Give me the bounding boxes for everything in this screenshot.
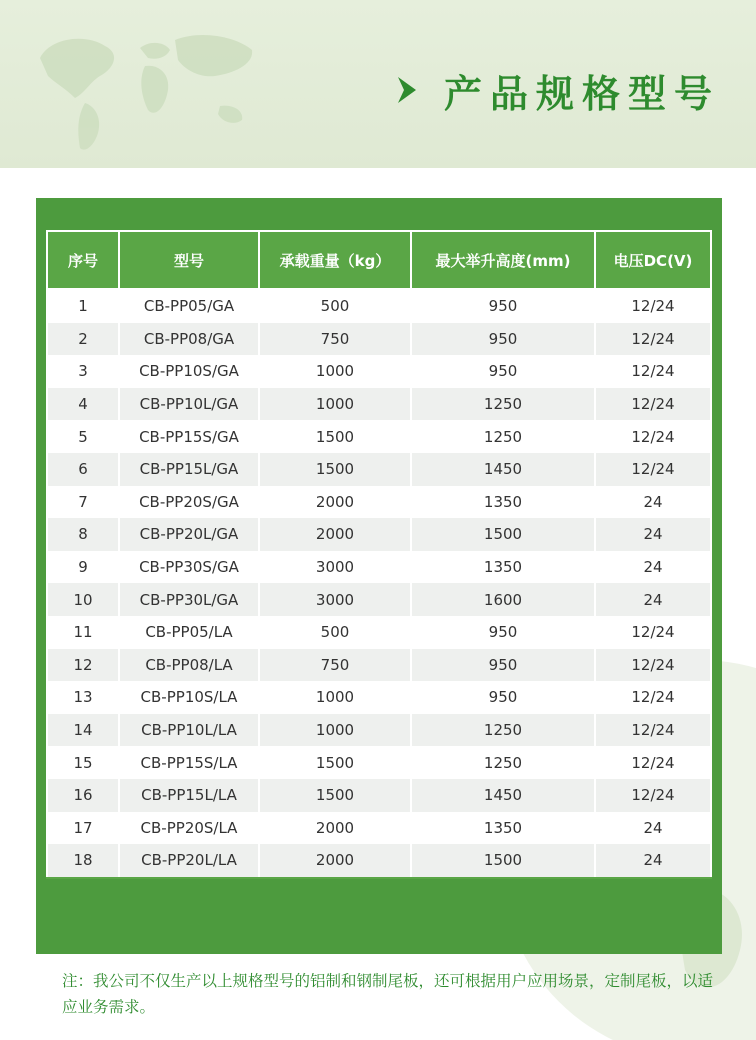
cell-height: 1250 — [411, 714, 595, 747]
cell-voltage: 12/24 — [595, 355, 711, 388]
header-index: 序号 — [47, 231, 119, 289]
cell-model: CB-PP15L/GA — [119, 453, 259, 486]
cell-model: CB-PP20L/GA — [119, 518, 259, 551]
cell-height: 950 — [411, 289, 595, 323]
cell-height: 1600 — [411, 583, 595, 616]
cell-model: CB-PP15S/LA — [119, 746, 259, 779]
cell-index: 18 — [47, 844, 119, 878]
table-row — [47, 616, 711, 649]
cell-voltage: 12/24 — [595, 616, 711, 649]
table-row — [47, 746, 711, 779]
cell-load: 500 — [259, 289, 411, 323]
cell-height: 1350 — [411, 486, 595, 519]
header-height: 最大举升高度(mm) — [411, 231, 595, 289]
table-row — [47, 844, 711, 878]
cell-load: 1500 — [259, 420, 411, 453]
cell-load: 3000 — [259, 583, 411, 616]
cell-load: 1500 — [259, 779, 411, 812]
cell-index: 13 — [47, 681, 119, 714]
cell-voltage: 24 — [595, 486, 711, 519]
cell-index: 14 — [47, 714, 119, 747]
cell-load: 750 — [259, 649, 411, 682]
cell-load: 1000 — [259, 355, 411, 388]
cell-voltage: 12/24 — [595, 649, 711, 682]
table-row — [47, 583, 711, 616]
cell-load: 1500 — [259, 453, 411, 486]
cell-load: 1000 — [259, 388, 411, 421]
header-model: 型号 — [119, 231, 259, 289]
cell-voltage: 12/24 — [595, 681, 711, 714]
cell-load: 2000 — [259, 812, 411, 845]
table-row — [47, 518, 711, 551]
cell-load: 2000 — [259, 844, 411, 878]
cell-model: CB-PP10S/LA — [119, 681, 259, 714]
cell-model: CB-PP10S/GA — [119, 355, 259, 388]
cell-voltage: 12/24 — [595, 323, 711, 356]
table-row — [47, 779, 711, 812]
cell-height: 950 — [411, 681, 595, 714]
cell-height: 1350 — [411, 551, 595, 584]
cell-voltage: 12/24 — [595, 746, 711, 779]
cell-index: 17 — [47, 812, 119, 845]
cell-voltage: 12/24 — [595, 388, 711, 421]
cell-height: 1250 — [411, 746, 595, 779]
cell-load: 3000 — [259, 551, 411, 584]
cell-index: 15 — [47, 746, 119, 779]
cell-height: 1250 — [411, 388, 595, 421]
cell-load: 500 — [259, 616, 411, 649]
header-voltage: 电压DC(V) — [595, 231, 711, 289]
cell-index: 3 — [47, 355, 119, 388]
cell-model: CB-PP15L/LA — [119, 779, 259, 812]
table-row — [47, 812, 711, 845]
cell-voltage: 12/24 — [595, 289, 711, 323]
cell-load: 1000 — [259, 681, 411, 714]
chevron-right-icon — [396, 75, 418, 105]
cell-height: 1450 — [411, 453, 595, 486]
cell-height: 950 — [411, 616, 595, 649]
cell-voltage: 12/24 — [595, 779, 711, 812]
cell-load: 1000 — [259, 714, 411, 747]
header-load: 承载重量（kg） — [259, 231, 411, 289]
cell-index: 2 — [47, 323, 119, 356]
cell-model: CB-PP05/LA — [119, 616, 259, 649]
cell-voltage: 24 — [595, 551, 711, 584]
cell-height: 1500 — [411, 518, 595, 551]
page-title: 产品规格型号 — [443, 70, 720, 116]
cell-index: 4 — [47, 388, 119, 421]
cell-model: CB-PP08/LA — [119, 649, 259, 682]
cell-height: 950 — [411, 323, 595, 356]
table-header-row — [47, 231, 711, 289]
cell-model: CB-PP10L/GA — [119, 388, 259, 421]
cell-height: 1450 — [411, 779, 595, 812]
cell-voltage: 24 — [595, 812, 711, 845]
cell-model: CB-PP15S/GA — [119, 420, 259, 453]
table-row — [47, 453, 711, 486]
cell-load: 1500 — [259, 746, 411, 779]
cell-height: 950 — [411, 649, 595, 682]
cell-load: 750 — [259, 323, 411, 356]
cell-model: CB-PP20S/LA — [119, 812, 259, 845]
cell-voltage: 24 — [595, 518, 711, 551]
cell-voltage: 24 — [595, 844, 711, 878]
cell-voltage: 24 — [595, 583, 711, 616]
cell-index: 1 — [47, 289, 119, 323]
table-row — [47, 714, 711, 747]
cell-height: 1250 — [411, 420, 595, 453]
cell-height: 1500 — [411, 844, 595, 878]
title-block — [396, 62, 720, 118]
table-row — [47, 420, 711, 453]
cell-index: 16 — [47, 779, 119, 812]
table-row — [47, 388, 711, 421]
cell-model: CB-PP20L/LA — [119, 844, 259, 878]
cell-index: 9 — [47, 551, 119, 584]
cell-model: CB-PP30L/GA — [119, 583, 259, 616]
cell-model: CB-PP05/GA — [119, 289, 259, 323]
cell-model: CB-PP30S/GA — [119, 551, 259, 584]
cell-height: 950 — [411, 355, 595, 388]
cell-model: CB-PP20S/GA — [119, 486, 259, 519]
cell-index: 8 — [47, 518, 119, 551]
table-row — [47, 681, 711, 714]
cell-index: 11 — [47, 616, 119, 649]
header-band — [0, 0, 756, 168]
cell-load: 2000 — [259, 518, 411, 551]
cell-index: 5 — [47, 420, 119, 453]
table-row — [47, 355, 711, 388]
cell-height: 1350 — [411, 812, 595, 845]
table-row — [47, 486, 711, 519]
cell-voltage: 12/24 — [595, 453, 711, 486]
cell-model: CB-PP08/GA — [119, 323, 259, 356]
cell-load: 2000 — [259, 486, 411, 519]
cell-model: CB-PP10L/LA — [119, 714, 259, 747]
cell-voltage: 12/24 — [595, 420, 711, 453]
table-row — [47, 649, 711, 682]
table-row — [47, 551, 711, 584]
cell-index: 12 — [47, 649, 119, 682]
world-map-icon — [30, 18, 260, 158]
cell-index: 6 — [47, 453, 119, 486]
table-row — [47, 289, 711, 323]
cell-voltage: 12/24 — [595, 714, 711, 747]
table-row — [47, 323, 711, 356]
cell-index: 7 — [47, 486, 119, 519]
footnote: 注：我公司不仅生产以上规格型号的铝制和钢制尾板，还可根据用户应用场景，定制尾板，以适应业务需求。 — [62, 972, 714, 1016]
cell-index: 10 — [47, 583, 119, 616]
spec-table — [46, 230, 712, 879]
